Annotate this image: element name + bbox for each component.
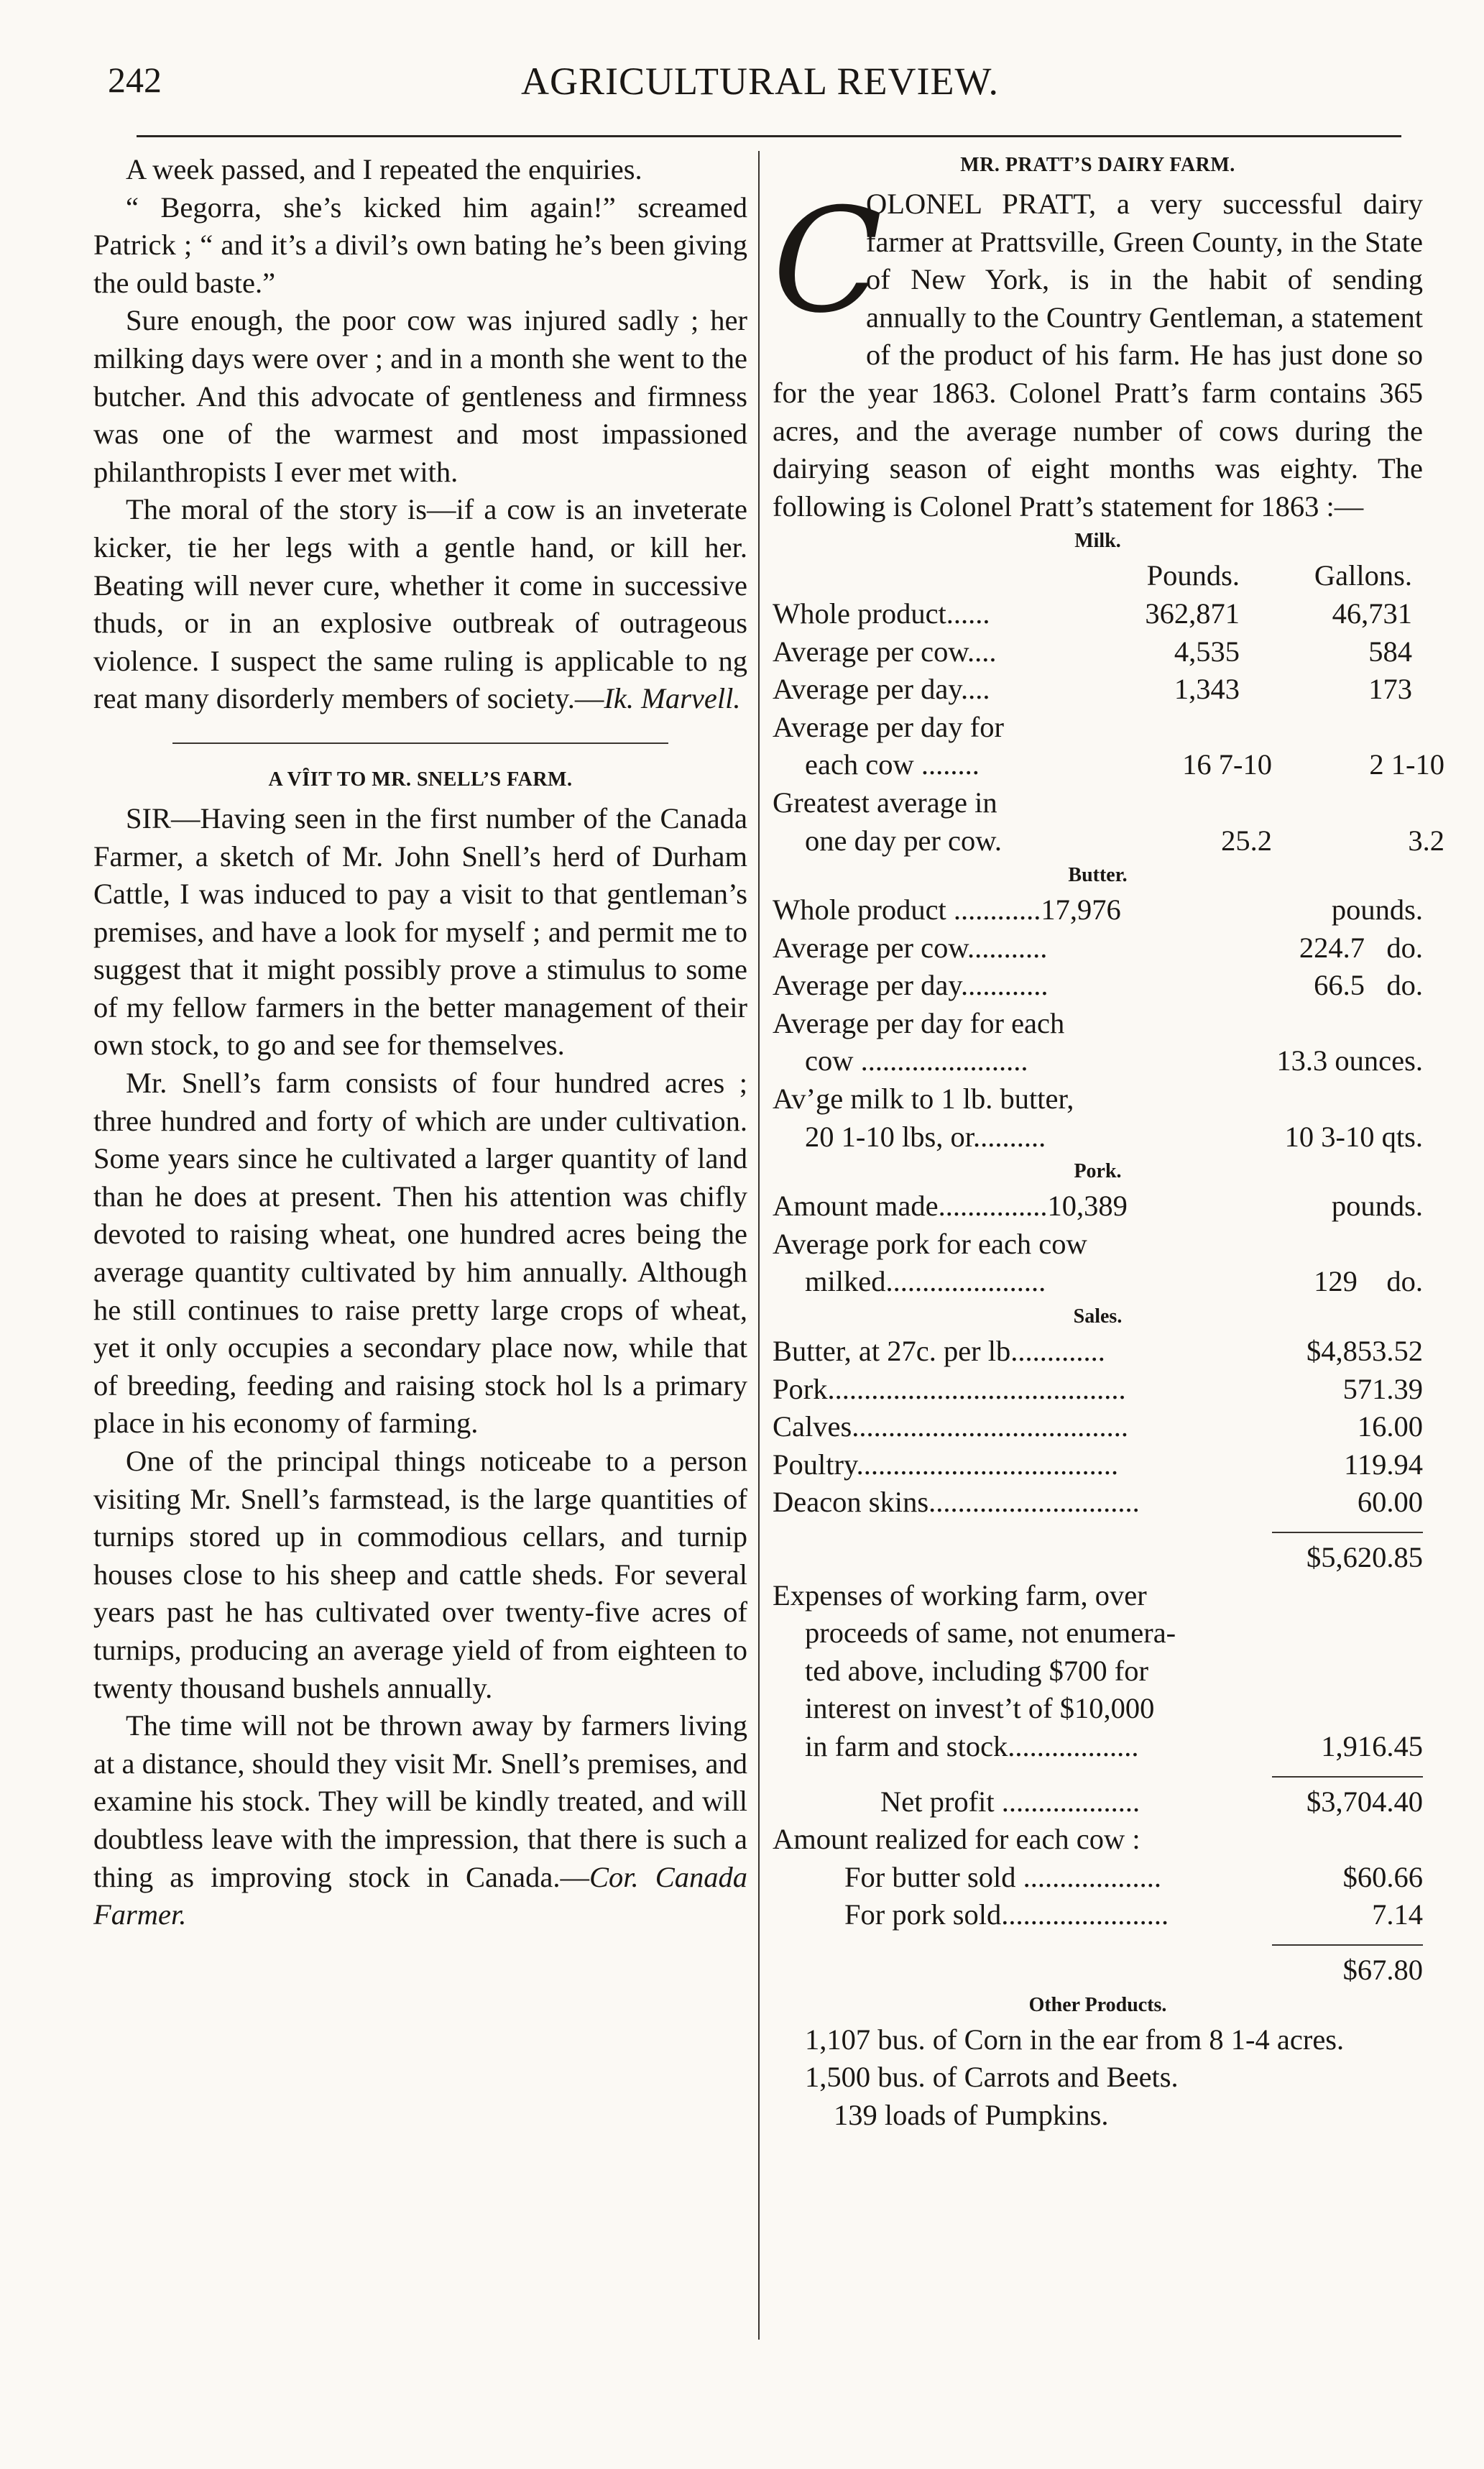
butter-heading: Butter. xyxy=(1068,864,1128,887)
snell-paragraph: Mr. Snell’s farm consists of four hundred acres ; three hundred and forty of which are under cultivation. Some years since he cultivated a larger quantity of land than he does at present. Then his attention was chifly devoted to raising wheat, one hundred acres being the average quantity cultivated by him annually. Although he still continues to raise pretty large crops of wheat, yet it only occupies a secondary place now, while that of breeding, feeding and raising stock hol ls a primary place in his economy of farming. xyxy=(93,1067,747,1440)
sales-row: Pork......................................... 571.39 xyxy=(773,1372,1423,1405)
other-products-heading: Other Products. xyxy=(1028,1993,1167,2016)
butter-row: Average per day............ 66.5 do. xyxy=(773,969,1423,1002)
milk-heading: Milk. xyxy=(1074,530,1121,553)
other-product-line: 1,107 bus. of Corn in the ear from 8 1-4 acres. xyxy=(805,2023,1345,2056)
butter-row: Whole product ............17,976 pounds. xyxy=(773,893,1423,927)
pounds-header: Pounds. xyxy=(1146,559,1240,592)
milk-column-headers xyxy=(773,557,1423,595)
story-paragraph: A week passed, and I repeated the enquiries. xyxy=(126,153,642,185)
per-cow-row: For pork sold....................... 7.14 xyxy=(844,1898,1423,1931)
drop-cap-letter: C xyxy=(773,178,883,345)
story-moral-text: The moral of the story is—if a cow is an inveterate kicker, tie her legs with a gentle hand, or kill her. Beating will never cure, whether it come in successive thuds, or in an explosive outbreak of outrageous violence. I suspect the same ruling is applicable to ng reat many disorderly members of society.— xyxy=(93,493,747,715)
snell-paragraph-final xyxy=(93,1707,747,1934)
pork-heading: Pork. xyxy=(1074,1160,1122,1183)
other-product-line: 1,500 bus. of Carrots and Beets. xyxy=(805,2061,1179,2094)
page-number: 242 xyxy=(108,60,162,100)
net-profit-row: Net profit ................... $3,704.40 xyxy=(880,1785,1423,1818)
running-title: AGRICULTURAL REVIEW. xyxy=(521,60,999,103)
story-paragraph: “ Begorra, she’s kicked him again!” screamed Patrick ; “ and it’s a divil’s own bating he’s been giving the ould baste.” xyxy=(93,190,747,299)
butter-row-label: Average per day for each xyxy=(773,1006,1065,1039)
per-cow-label: Amount realized for each cow : xyxy=(773,1823,1140,1856)
butter-row: cow ....................... 13.3 ounces. xyxy=(805,1044,1423,1077)
pratt-title: MR. PRATT’S DAIRY FARM. xyxy=(960,154,1235,176)
milk-row: Whole product...... 362,871 46,731 xyxy=(773,597,1412,630)
snell-title: A VȊIT TO MR. SNELL’S FARM. xyxy=(268,768,573,791)
per-cow-row: For butter sold ................... $60.66 xyxy=(844,1860,1423,1893)
sales-heading: Sales. xyxy=(1073,1305,1123,1328)
story-paragraph-moral xyxy=(93,491,747,718)
milk-row: one day per cow. 25.2 3.2 xyxy=(805,824,1444,857)
snell-signature: Cor. Canada Farmer. xyxy=(93,1860,747,1931)
sales-row: Calves...................................... 16.00 xyxy=(773,1410,1423,1443)
sum-rule xyxy=(1272,1944,1423,1946)
pork-row: Amount made...............10,389 pounds. xyxy=(773,1190,1423,1223)
butter-row: 20 1-10 lbs, or.......... 10 3-10 qts. xyxy=(805,1120,1423,1153)
milk-row-label: Greatest average in xyxy=(773,786,997,819)
pratt-intro-block xyxy=(773,178,1423,525)
other-product-line: 139 loads of Pumpkins. xyxy=(834,2098,1109,2131)
sales-total: $5,620.85 xyxy=(1306,1541,1423,1573)
snell-paragraph: One of the principal things noticeabe to a person visiting Mr. Snell’s farmstead, is the large quantities of turnips stored up in commodious cellars, and turnip houses close to his sheep and cattle sheds. For several years past he has cultivated over twenty-five acres of turnips, producing an average yield of from eighteen to twenty thousand bushels annually. xyxy=(93,1445,747,1704)
expenses-block: Expenses of working farm, over proceeds of same, not enumera- ted above, including $700 for interest on invest’t of $10,000 in farm and stock.................. 1,916.45 xyxy=(773,1578,1423,1762)
milk-row: Average per day.... 1,343 173 xyxy=(773,673,1412,706)
butter-row-label: Av’ge milk to 1 lb. butter, xyxy=(773,1082,1074,1116)
section-rule xyxy=(172,742,668,744)
gallons-header: Gallons. xyxy=(1314,559,1412,592)
sales-row: Butter, at 27c. per lb............. $4,853.52 xyxy=(773,1335,1423,1368)
pratt-intro: OLONEL PRATT, a very successful dairy farmer at Prattsville, Green County, in the State of New York, is in the habit of sending annually to the Country Gentleman, a statement of the product of his farm. He has just done so for the year 1863. Colonel Pratt’s farm contains 365 acres, and the average number of cows during the dairying season of eight months was eighty. The following is Colonel Pratt’s statement for 1863 :— xyxy=(773,188,1423,523)
milk-row: each cow ........ 16 7-10 2 1-10 xyxy=(805,748,1444,781)
sales-row: Deacon skins............................. 60.00 xyxy=(773,1486,1423,1519)
snell-final-text: The time will not be thrown away by farmers living at a distance, should they visit Mr. Snell’s premises, and examine his stock. They will be kindly treated, and will doubtless leave with the impression, that there is such a thing as improving stock in Canada.— xyxy=(93,1709,747,1893)
sum-rule xyxy=(1272,1532,1423,1533)
column-divider xyxy=(758,151,760,2340)
per-cow-total: $67.80 xyxy=(1342,1953,1423,1986)
butter-row: Average per cow........... 224.7 do. xyxy=(773,931,1423,964)
pork-row-label: Average pork for each cow xyxy=(773,1227,1087,1260)
left-column xyxy=(93,151,747,1934)
page-header xyxy=(108,59,1412,116)
story-paragraph: Sure enough, the poor cow was injured sadly ; her milking days were over ; and in a month she went to the butcher. And this advocate of gentleness and firmness was one of the warmest and most impassioned philanthropists I ever met with. xyxy=(93,304,747,488)
sales-row: Poultry.................................... 119.94 xyxy=(773,1448,1423,1481)
milk-row-label: Average per day for xyxy=(773,710,1004,743)
sum-rule xyxy=(1272,1776,1423,1778)
milk-row: Average per cow.... 4,535 584 xyxy=(773,635,1412,668)
story-signature: Ik. Marvell. xyxy=(604,682,741,715)
right-column xyxy=(773,151,1444,2134)
snell-paragraph: SIR—Having seen in the first number of the Canada Farmer, a sketch of Mr. John Snell’s herd of Durham Cattle, I was induced to pay a visit to that gentleman’s premises, and have a look for myself ; and permit me to suggest that it might possibly prove a stimulus to some of my fellow farmers in the better management of their own stock, to go and see for themselves. xyxy=(93,801,747,1062)
header-rule xyxy=(137,135,1401,137)
pork-row: milked...................... 129 do. xyxy=(805,1265,1423,1298)
